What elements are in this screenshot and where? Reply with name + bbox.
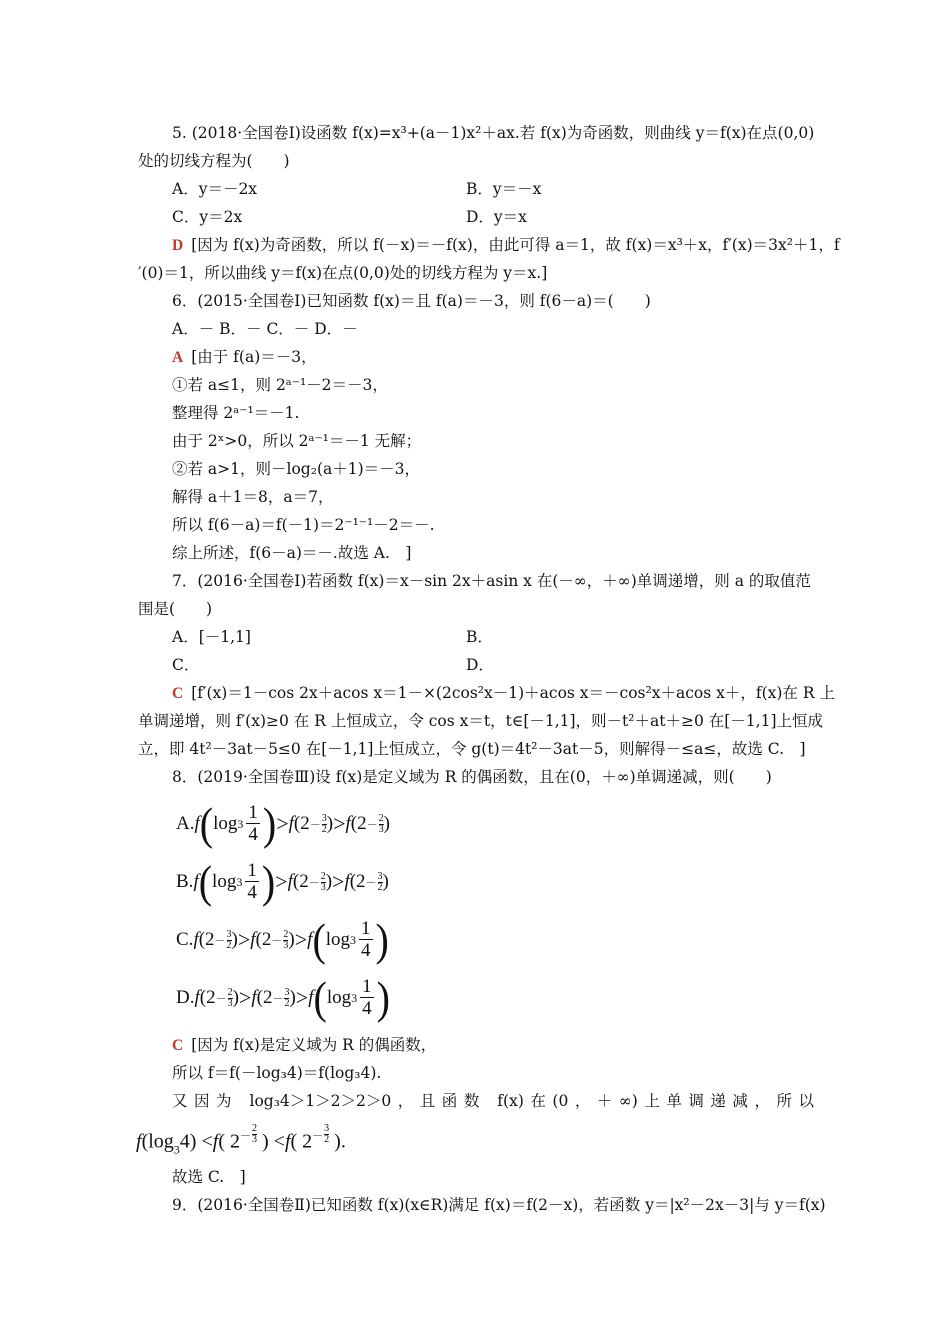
- gt-sign: >: [275, 869, 288, 894]
- paren-open: (: [198, 855, 213, 908]
- q7-explanation-line1: [172, 683, 835, 704]
- q6-solution-line3: 整理得 2ᵃ⁻¹＝－1.: [172, 404, 300, 422]
- f-symbol: f: [345, 813, 351, 834]
- minus-sign: －: [215, 993, 227, 1005]
- q7-option-b: B．: [466, 628, 493, 646]
- f-symbol: f: [344, 871, 350, 892]
- fraction-numerator: 1: [248, 801, 258, 823]
- paren-open: (: [199, 797, 214, 850]
- base-two: 2: [262, 987, 273, 1008]
- q6-solution-line8: 综上所述，f(6－a)＝－.故选 A. ]: [172, 544, 412, 562]
- q6-solution-line4: 由于 2ˣ>0，所以 2ᵃ⁻¹＝－1 无解；: [172, 432, 422, 450]
- q5-answer: D: [172, 237, 184, 254]
- fraction-quarter: [246, 803, 260, 846]
- base-two: 2: [302, 1130, 313, 1153]
- base-two: 2: [299, 871, 309, 892]
- gt-sign: >: [276, 811, 289, 836]
- q6-answer: A: [172, 349, 184, 366]
- f-symbol: f: [284, 1130, 291, 1153]
- q6-solution-line2: ①若 a≤1，则 2ᵃ⁻¹－2＝－3，: [172, 376, 388, 394]
- exp-den: 2: [321, 823, 327, 835]
- q7-options-row1: [172, 627, 814, 647]
- exp-num: 2: [227, 986, 233, 998]
- exp-den: 3: [378, 823, 384, 835]
- q7-options-row2: [172, 655, 814, 675]
- f-symbol: f: [136, 1130, 142, 1153]
- q8-stem: 8．(2019·全国卷Ⅲ)设 f(x)是定义域为 R 的偶函数，且在(0，＋∞)单调递减，则( ): [172, 768, 772, 786]
- tiny-fraction: [228, 988, 233, 1009]
- exponent-neg-3-2: [312, 1124, 329, 1145]
- log-base: 3: [173, 1142, 180, 1157]
- q7-option-a: A．[－1,1]: [172, 628, 251, 646]
- f-symbol: f: [193, 871, 199, 892]
- fraction-numerator: 1: [362, 975, 372, 997]
- q9-stem: 9．(2016·全国卷Ⅱ)已知函数 f(x)(x∈R)满足 f(x)＝f(2－x)，若函数 y＝|x²－2x－3|与 y＝f(x): [172, 1196, 826, 1214]
- minus-sign: －: [309, 819, 321, 831]
- q6-solution-line6: 解得 a＋1＝8，a＝7，: [172, 488, 334, 506]
- f-symbol: f: [193, 929, 199, 950]
- paren-close: ): [261, 855, 276, 908]
- minus-sign: －: [271, 935, 283, 947]
- log-symbol: log: [213, 813, 238, 834]
- exp-den: 2: [226, 939, 232, 951]
- f-symbol: f: [251, 987, 257, 1008]
- minus-sign: －: [239, 1129, 251, 1142]
- q5-option-a: A．y＝－2x: [172, 180, 258, 198]
- q8-option-b-formula: B. f ( log 3 $\frac{1}{4}$ ) > f ( 2 － $\frac{2}{3}$ ) > f ( 2 － $\frac{3}{2}$ ): [176, 855, 389, 908]
- tiny-fraction: [324, 1124, 329, 1145]
- exp-num: 3: [321, 812, 327, 824]
- tiny-fraction: [227, 930, 232, 951]
- gt-sign: >: [238, 985, 252, 1010]
- q5-explanation-line2: ′(0)＝1，所以曲线 y＝f(x)在点(0,0)处的切线方程为 y＝x.]: [138, 264, 548, 282]
- minus-sign: －: [214, 935, 226, 947]
- exp-num: 2: [378, 812, 384, 824]
- q7-explanation-text1: [f′(x)＝1－cos 2x＋acos x＝1－×(2cos²x－1)＋acos x＝－cos²x＋acos x＋，f(x)在 R 上: [191, 684, 835, 702]
- base-two: 2: [261, 929, 272, 950]
- q8-option-c-label: C.: [176, 929, 194, 950]
- minus-sign: －: [272, 993, 284, 1005]
- paren-close: ): [376, 971, 390, 1024]
- exp-num: 2: [283, 928, 289, 940]
- exponent-neg-3-2: [366, 872, 383, 893]
- tiny-fraction: [252, 1124, 257, 1145]
- exp-num: 2: [320, 870, 326, 882]
- fraction-quarter: [360, 977, 374, 1020]
- f-symbol: f: [250, 929, 256, 950]
- f-symbol: f: [287, 871, 293, 892]
- q8-option-c-formula: C. f ( 2 － $\frac{3}{2}$ ) > f ( 2 － $\frac{2}{3}$ ) > f ( log 3 $\frac{1}{4}$ ): [176, 913, 389, 966]
- q5-options-row2: [172, 207, 814, 227]
- exp-num: 2: [251, 1123, 257, 1134]
- q5-option-c: C．y＝2x: [172, 208, 243, 226]
- exp-num: 3: [377, 870, 383, 882]
- exp-num: 3: [226, 928, 232, 940]
- log-base: 3: [350, 932, 357, 947]
- q8-explanation-text1: [因为 f(x)是定义域为 R 的偶函数，: [191, 1036, 437, 1054]
- minus-sign: －: [366, 819, 378, 831]
- q6-options: A．－ B．－ C．－ D．－: [172, 320, 358, 338]
- q8-explanation-line4: 故选 C. ]: [172, 1168, 246, 1186]
- minus-sign: －: [308, 877, 320, 889]
- q8-explanation-line1: [172, 1035, 814, 1056]
- exp-num: 3: [284, 986, 290, 998]
- gt-sign: >: [333, 811, 346, 836]
- fraction-numerator: 1: [247, 859, 257, 881]
- paren-close: ): [375, 913, 389, 966]
- log-symbol: log: [212, 871, 237, 892]
- base-two: 2: [356, 871, 366, 892]
- q5-options-row1: [172, 179, 814, 199]
- log-base: 3: [237, 816, 244, 831]
- exp-den: 3: [283, 939, 289, 951]
- fraction-numerator: 1: [361, 917, 371, 939]
- exponent-neg-2-3: [309, 872, 326, 893]
- log-symbol: log: [325, 929, 351, 950]
- f-symbol: f: [194, 813, 200, 834]
- q7-option-c: C．: [172, 656, 200, 674]
- base-two: 2: [357, 813, 367, 834]
- tiny-fraction: [283, 930, 288, 951]
- fraction-denominator: 4: [362, 997, 372, 1019]
- gt-sign: >: [295, 985, 309, 1010]
- f-symbol: f: [212, 1130, 219, 1153]
- log-base: 3: [351, 990, 358, 1005]
- exponent-neg-2-3: [271, 930, 288, 951]
- log-symbol: log: [148, 1130, 174, 1153]
- q8-option-d-label: D.: [176, 987, 195, 1008]
- q6-solution-text1: [由于 f(a)＝－3，: [191, 348, 317, 366]
- exp-den: 3: [320, 881, 326, 893]
- fraction-denominator: 4: [248, 823, 258, 845]
- log-base: 3: [236, 874, 243, 889]
- q5-explanation-text1: [因为 f(x)为奇函数，所以 f(－x)＝－f(x)，由此可得 a＝1，故 f(x)＝x³＋x，f′(x)＝3x²＋1，f: [191, 236, 840, 254]
- q7-answer: C: [172, 685, 184, 702]
- q7-explanation-line3: 立，即 4t²－3at－5≤0 在[－1,1]上恒成立，令 g(t)＝4t²－3at－5，则解得－≤a≤，故选 C. ]: [138, 740, 806, 758]
- exponent-neg-3-2: [272, 988, 289, 1009]
- q6-solution-line5: ②若 a>1，则－log₂(a＋1)＝－3，: [172, 460, 421, 478]
- gt-sign: >: [237, 927, 251, 952]
- base-two: 2: [206, 987, 216, 1008]
- tiny-fraction: [322, 814, 327, 835]
- q5-option-b: B．y＝－x: [466, 180, 542, 198]
- base-two: 2: [229, 1130, 240, 1153]
- q5-stem-line1: 5. (2018·全国卷Ⅰ)设函数 f(x)=x³+(a－1)x²＋ax.若 f(x)为奇函数，则曲线 y＝f(x)在点(0,0): [172, 124, 815, 142]
- tiny-fraction: [378, 872, 383, 893]
- q8-option-d-formula: D. f ( 2 － $\frac{2}{3}$ ) > f ( 2 － $\frac{3}{2}$ ) > f ( log 3 $\frac{1}{4}$ ): [176, 971, 390, 1024]
- f-symbol: f: [308, 987, 314, 1008]
- q7-option-d: D．: [466, 656, 494, 674]
- paren-open: (: [312, 913, 326, 966]
- gt-sign: >: [332, 869, 345, 894]
- exponent-neg-3-2: [310, 814, 327, 835]
- paren-close: ): [262, 797, 277, 850]
- gt-sign: >: [294, 927, 308, 952]
- q7-explanation-line2: 单调递增，则 f′(x)≥0 在 R 上恒成立，令 cos x＝t，t∈[－1,1]，则－t²＋at＋≥0 在[－1,1]上恒成: [138, 712, 823, 730]
- log-symbol: log: [326, 987, 352, 1008]
- fraction-quarter: [359, 919, 373, 962]
- base-two: 2: [300, 813, 310, 834]
- q8-option-a-label: A.: [176, 813, 195, 834]
- q8-answer: C: [172, 1037, 184, 1054]
- minus-sign: －: [365, 877, 377, 889]
- tiny-fraction: [284, 988, 289, 1009]
- f-symbol: f: [288, 813, 294, 834]
- q5-stem-line2: 处的切线方程为( ): [138, 152, 290, 170]
- exp-num: 3: [324, 1123, 330, 1134]
- exp-den: 2: [284, 997, 290, 1009]
- q7-stem-line2: 围是( ): [138, 600, 213, 618]
- q8-explanation-line3: 又因为 log₃4＞1＞2＞2＞0，且函数 f(x)在(0，＋∞)上单调递减，所以: [172, 1092, 814, 1110]
- q5-option-d: D．y＝x: [466, 208, 527, 226]
- tiny-fraction: [379, 814, 384, 835]
- exponent-neg-3-2: [215, 930, 232, 951]
- fraction-denominator: 4: [361, 939, 371, 961]
- q7-stem-line1: 7．(2016·全国卷Ⅰ)若函数 f(x)＝x－sin 2x＋asin x 在(－∞，＋∞)单调递增，则 a 的取值范: [172, 572, 811, 590]
- exp-den: 3: [251, 1134, 257, 1145]
- tiny-fraction: [321, 872, 326, 893]
- paren-open: (: [313, 971, 327, 1024]
- q8-option-a-formula: A. f ( log 3 $\frac{1}{4}$ ) > f ( 2 － $\frac{3}{2}$ ) > f ( 2 － $\frac{2}{3}$ ): [176, 797, 390, 850]
- q6-solution-line1: [172, 347, 814, 368]
- q8-option-b-label: B.: [176, 871, 194, 892]
- exp-den: 2: [377, 881, 383, 893]
- q6-solution-line7: 所以 f(6－a)＝f(－1)＝2⁻¹⁻¹－2＝－.: [172, 516, 435, 534]
- exponent-neg-2-3: [367, 814, 384, 835]
- q8-explanation-line2: 所以 f＝f(－log₃4)＝f(log₃4).: [172, 1064, 382, 1082]
- q8-explanation-formula: $f(\log_34) <f$( 2 － $\frac{2}{3}$ ) <f( 2 － $\frac{3}{2}$ ).: [136, 1123, 346, 1157]
- q5-explanation-line1: [172, 235, 840, 256]
- fraction-denominator: 4: [247, 881, 257, 903]
- exp-den: 2: [324, 1134, 330, 1145]
- minus-sign: －: [312, 1129, 324, 1142]
- f-symbol: f: [307, 929, 313, 950]
- f-symbol: f: [194, 987, 200, 1008]
- exp-den: 3: [227, 997, 233, 1009]
- exponent-neg-2-3: [240, 1124, 257, 1145]
- fraction-quarter: [245, 861, 259, 904]
- exponent-neg-2-3: [216, 988, 233, 1009]
- q6-stem: 6．(2015·全国卷Ⅰ)已知函数 f(x)＝且 f(a)＝－3，则 f(6－a)＝( ): [172, 292, 651, 310]
- base-two: 2: [205, 929, 215, 950]
